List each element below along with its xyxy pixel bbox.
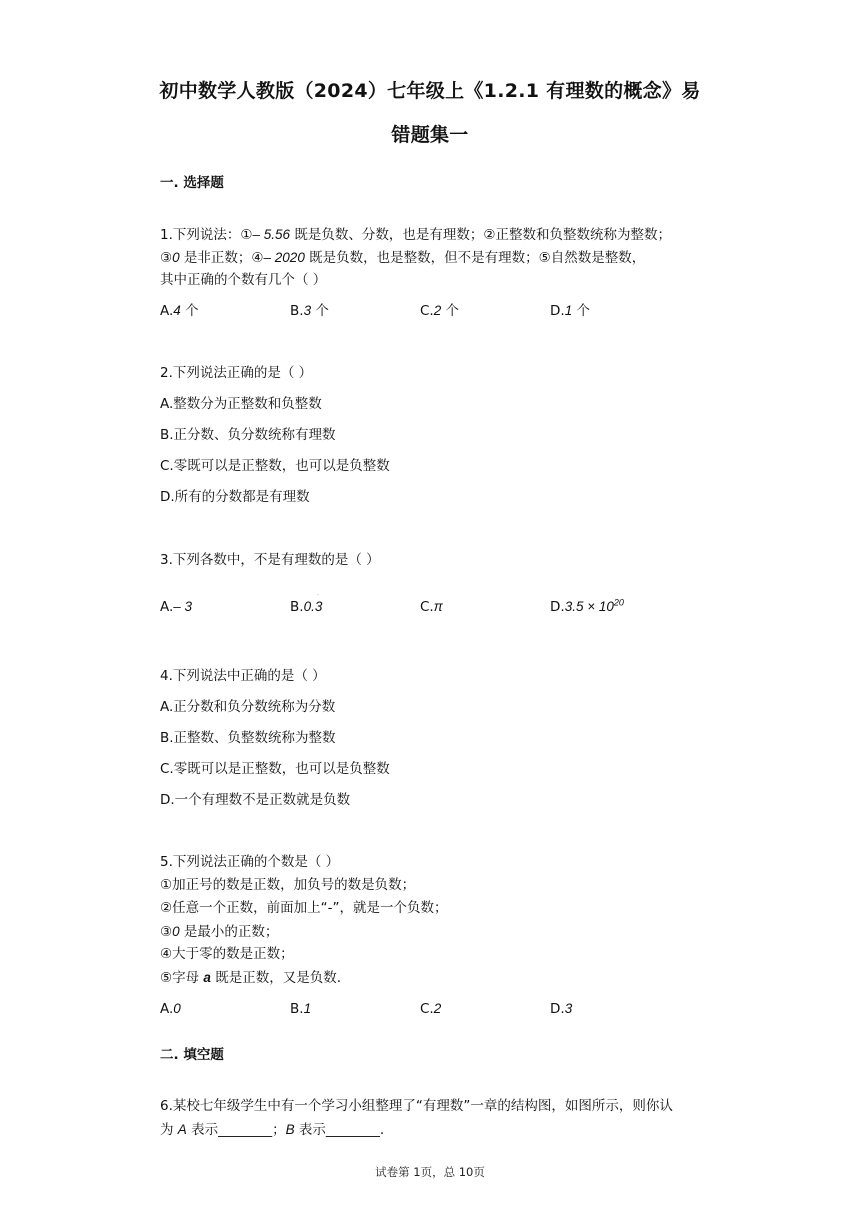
option-letter: D.: [550, 1001, 565, 1017]
option-value: 2: [433, 303, 442, 318]
option-value: 3: [303, 303, 312, 318]
q5-option-a: [160, 1002, 181, 1017]
option-value: 3: [564, 1001, 573, 1016]
option-exponent: 20: [613, 597, 624, 608]
q1-line-3: 其中正确的个数有几个（ ）: [160, 272, 327, 288]
q1-option-d: [550, 304, 590, 319]
q6-text: 为: [160, 1122, 178, 1138]
option-value: 1: [564, 303, 573, 318]
q5-option-c: [420, 1002, 441, 1017]
option-value: π: [433, 599, 443, 614]
q3-stem: 3.下列各数中，不是有理数的是（ ）: [160, 552, 380, 568]
q1-text-2: 既是负数、分数，也是有理数；②正整数和负整数统称为整数；: [290, 227, 671, 243]
page-footer: 试卷第 1页，总 10页: [375, 1165, 485, 1179]
item-text: ③: [160, 924, 173, 940]
option-letter: A.: [160, 599, 174, 615]
option-unit: 个: [441, 303, 460, 319]
option-letter: B.: [290, 599, 304, 615]
q3-option-d: [550, 597, 624, 615]
item-number: 0: [172, 924, 180, 939]
q1-option-c: [420, 304, 459, 319]
repeating-decimal-dot: ·: [317, 592, 319, 599]
option-letter: A.: [160, 1001, 174, 1017]
q3-option-a: [160, 600, 192, 615]
q3-option-c: [420, 600, 443, 615]
q1-text-3: ③: [160, 250, 173, 266]
q4-option-d: D.一个有理数不是正数就是负数: [160, 792, 351, 808]
option-value: 2: [433, 1001, 442, 1016]
q5-item-5: [160, 971, 341, 986]
q6-blank-a: 表示________；: [186, 1122, 286, 1138]
q5-item-4: [160, 948, 294, 962]
option-value: 0: [173, 1001, 181, 1016]
option-unit: 个: [180, 303, 199, 319]
option-unit: 个: [311, 303, 329, 319]
item-text: ④大于零的数是正数；: [160, 946, 294, 962]
option-unit: 个: [572, 303, 590, 319]
q6-blank-b: 表示________.: [294, 1122, 385, 1138]
q1-line-1: [160, 228, 671, 243]
q2-option-b: B.正分数、负分数统称有理数: [160, 427, 336, 443]
option-value: 0.3: [303, 599, 323, 614]
title-line-1: 初中数学人教版（2024）七年级上《1.2.1 有理数的概念》易: [159, 80, 701, 102]
q6-variable-a: A: [177, 1122, 187, 1137]
q5-option-d: [550, 1002, 572, 1017]
q6-line-2: [160, 1123, 384, 1138]
q4-option-c: C.零既可以是正整数，也可以是负整数: [160, 761, 390, 777]
q1-option-a: [160, 304, 199, 319]
option-value: – 3: [173, 599, 193, 614]
item-text: 既是正数，又是负数.: [210, 970, 342, 986]
q1-number-zero: 0: [172, 250, 180, 265]
section-fill-heading: 二. 填空题: [160, 1047, 224, 1063]
q4-option-a: A.正分数和负分数统称为分数: [160, 699, 336, 715]
q2-option-d: D.所有的分数都是有理数: [160, 489, 310, 505]
option-value: 1: [303, 1001, 312, 1016]
option-letter: C.: [420, 303, 434, 319]
q2-stem: 2.下列说法正确的是（ ）: [160, 365, 313, 381]
q3-option-b: [290, 600, 322, 615]
option-letter: C.: [420, 599, 434, 615]
q6-line-1: 6.某校七年级学生中有一个学习小组整理了“有理数”一章的结构图，如图所示，则你认: [160, 1098, 673, 1114]
q1-text-1: 下列说法：①: [172, 227, 253, 243]
q1-number: 1.: [160, 227, 173, 243]
item-text: 是最小的正数；: [179, 924, 279, 940]
option-letter: D.: [550, 599, 565, 615]
q1-text-4: 是非正数；④: [179, 250, 264, 266]
q1-option-b: [290, 304, 329, 319]
q5-stem: 5.下列说法正确的个数是（ ）: [160, 854, 340, 870]
option-value: 3.5 × 10: [564, 599, 614, 614]
title-line-2: 错题集一: [391, 124, 469, 146]
option-value: 4: [173, 303, 181, 318]
q5-item-1: [160, 879, 415, 893]
option-letter: A.: [160, 303, 174, 319]
section-choice-heading: 一. 选择题: [160, 175, 224, 191]
q1-line-2: [160, 251, 645, 266]
q4-option-b: B.正整数、负整数统称为整数: [160, 730, 336, 746]
option-letter: B.: [290, 303, 304, 319]
q5-item-2: [160, 902, 447, 916]
q4-stem: 4.下列说法中正确的是（ ）: [160, 668, 326, 684]
item-text: ②任意一个正数，前面加上“-”，就是一个负数；: [160, 900, 448, 916]
q1-number-neg-2020: – 2020: [263, 250, 305, 265]
option-letter: D.: [550, 303, 565, 319]
item-text: ⑤字母: [160, 970, 204, 986]
q5-item-3: [160, 925, 278, 940]
q2-option-c: C.零既可以是正整数，也可以是负整数: [160, 458, 390, 474]
option-letter: B.: [290, 1001, 304, 1017]
q5-option-b: [290, 1002, 311, 1017]
option-letter: C.: [420, 1001, 434, 1017]
item-variable: a: [203, 970, 211, 985]
item-text: ①加正号的数是正数，加负号的数是负数；: [160, 877, 416, 893]
q1-text-5: 既是负数，也是整数，但不是有理数；⑤自然数是整数，: [304, 250, 646, 266]
q6-variable-b: B: [285, 1122, 295, 1137]
q1-number-neg-5-56: – 5.56: [252, 227, 291, 242]
q2-option-a: A.整数分为正整数和负整数: [160, 396, 322, 412]
